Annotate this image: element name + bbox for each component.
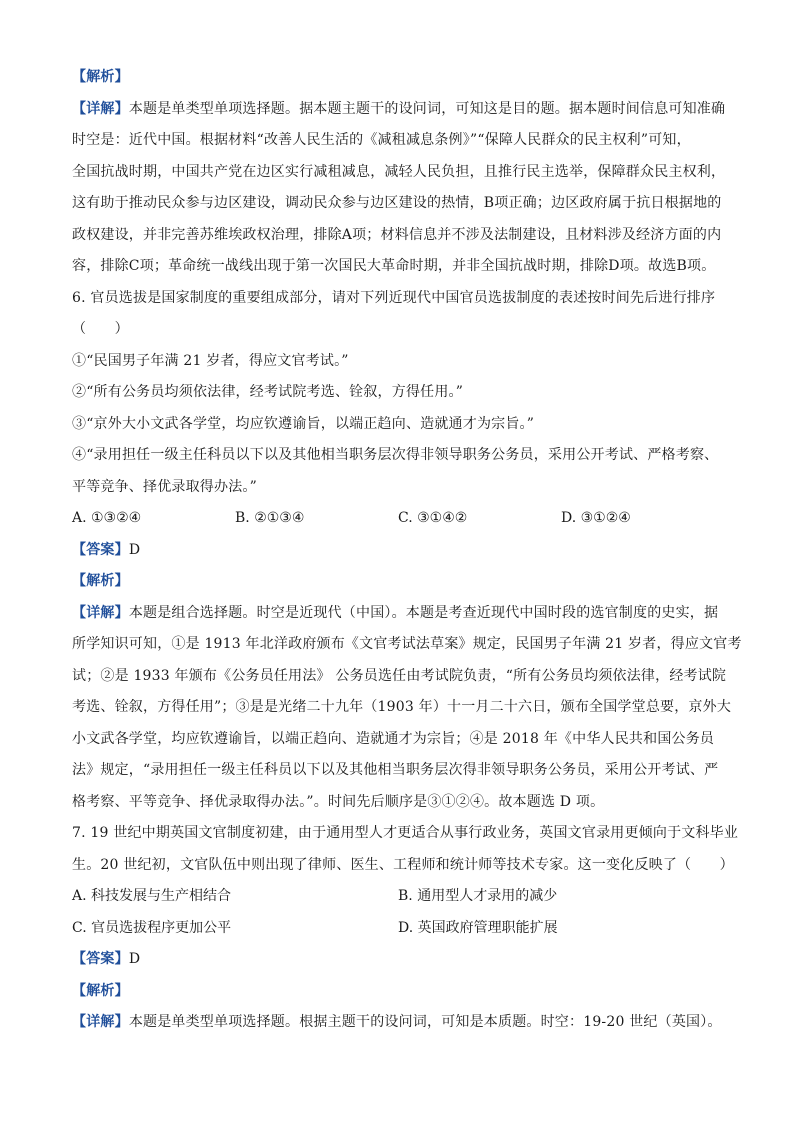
text-line (72, 1007, 724, 1039)
question-6-options (72, 503, 724, 535)
text-line: 全国抗战时期，中国共产党在边区实行减租减息，减轻人民负担，且推行民主选举，保障群众民主权利， (72, 163, 726, 180)
question-6-paren (72, 314, 724, 346)
question-7-options-row2 (72, 913, 724, 945)
text-line: 考选、铨叙，方得任用”；③是是光绪二十九年（1903 年）十一月二十六日，颁布全国学堂总要，京外大 (72, 699, 732, 715)
answer-tag: 【答案】 (72, 541, 129, 558)
text-line: 所学知识可知，①是 1913 年北洋政府颁布《文官考试法草案》规定，民国男子年满 21 岁者，得应文官考 (72, 636, 742, 652)
analysis-heading (72, 62, 724, 94)
detail-tag: 【详解】 (72, 100, 129, 117)
question-7-answer (72, 944, 724, 976)
option-b: B. 通用型人才录用的减少 (398, 888, 558, 904)
statement-3: ③“京外大小文武各学堂，均应钦遵谕旨，以端正趋向、造就通才为宗旨。” (72, 415, 535, 432)
option-a: A. ①③②④ (72, 510, 142, 526)
text-line (72, 94, 724, 126)
statement-4-cont: 平等竞争、择优录取得办法。” (72, 478, 257, 495)
option-d: D. ③①②④ (561, 510, 631, 526)
statement-1: ①“民国男子年满 21 岁者，得应文官考试。” (72, 352, 349, 369)
answer-value: D (128, 541, 141, 558)
question-6-answer (72, 535, 724, 567)
detail-tag: 【详解】 (72, 604, 129, 621)
option-c: C. ③①④② (398, 510, 468, 526)
analysis-tag: 【解析】 (72, 69, 129, 85)
text-line: 小文武各学堂，均应钦遵谕旨，以端正趋向、造就通才为宗旨；④是 2018 年《中华人民共和国公务员 (72, 730, 715, 747)
analysis-tag: 【解析】 (72, 573, 129, 589)
option-b: B. ②①③④ (235, 510, 305, 526)
question-7-options-row1 (72, 881, 724, 913)
question-7-stem-cont: 生。20 世纪初，文官队伍中则出现了律师、医生、工程师和统计师等技术专家。这一变化反映了（ ） (72, 856, 734, 873)
text-line: 格考察、平等竞争、择优录取得办法。”。时间先后顺序是③①②④。故本题选 D 项。 (72, 793, 605, 810)
document-page (72, 62, 742, 1039)
option-c: C. 官员选拔程序更加公平 (72, 919, 232, 936)
text-line: 法》规定，“录用担任一级主任科员以下以及其他相当职务层次得非领导职务公务员，采用公开考试、严 (72, 762, 719, 778)
answer-value: D (128, 951, 141, 967)
answer-tag: 【答案】 (72, 951, 129, 967)
text-line: 时空是：近代中国。根据材料“改善人民生活的《减租减息条例》”“保障人民群众的民主权利”可知， (72, 132, 691, 148)
question-6-stem: 6. 官员选拔是国家制度的重要组成部分，请对下列近现代中国官员选拔制度的表述按时间先后进行排序 (72, 289, 716, 306)
text-line: 试；②是 1933 年颁布《公务员任用法》 公务员选任由考试院负责，“所有公务员均须依法律，经考试院 (72, 667, 727, 684)
text-content: 本题是单类型单项选择题。根据主题干的设问词，可知是本质题。时空：19-20 世纪（英国）。 (128, 1014, 722, 1030)
text-content: 本题是单类型单项选择题。据本题主题干的设问词，可知这是目的题。据本题时间信息可知准确 (128, 100, 726, 117)
question-7-stem: 7. 19 世纪中期英国文官制度初建，由于通用型人才更适合从事行政业务，英国文官录用更倾向于文科毕业 (72, 825, 739, 841)
answer-blank: （ ） (72, 321, 129, 337)
option-a: A. 科技发展与生产相结合 (72, 888, 232, 904)
detail-tag: 【详解】 (72, 1014, 129, 1030)
text-line: 容，排除C项；革命统一战线出现于第一次国民大革命时期，并非全国抗战时期，排除D项。故选B项。 (72, 258, 716, 274)
text-line (72, 598, 724, 630)
text-line: 政权建设，并非完善苏维埃政权治理，排除A项；材料信息并不涉及法制建设，且材料涉及经济方面的内 (72, 226, 722, 243)
analysis-tag: 【解析】 (72, 982, 129, 999)
statement-2: ②“所有公务员均须依法律，经考试院考选、铨叙，方得任用。” (72, 384, 464, 400)
question-6-analysis (72, 566, 724, 598)
text-line: 这有助于推动民众参与边区建设，调动民众参与边区建设的热情，B项正确；边区政府属于抗日根据地的 (72, 195, 722, 211)
text-content: 本题是组合选择题。时空是近现代（中国）。本题是考查近现代中国时段的选官制度的史实，据 (128, 604, 719, 621)
question-7-analysis (72, 976, 724, 1008)
option-d: D. 英国政府管理职能扩展 (398, 919, 558, 936)
statement-4: ④“录用担任一级主任科员以下以及其他相当职务层次得非领导职务公务员，采用公开考试、严格考察、 (72, 447, 719, 463)
